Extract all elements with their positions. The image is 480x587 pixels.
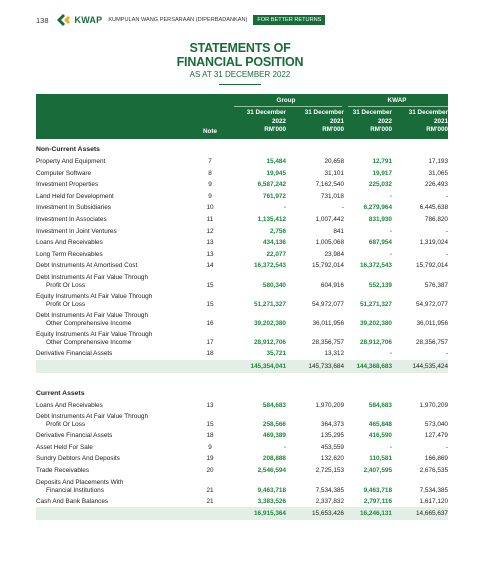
row-label: Property And Equipment bbox=[36, 158, 106, 165]
value-cell: 580,340 bbox=[262, 281, 286, 289]
value-cell: 31,065 bbox=[428, 169, 448, 177]
section-title: Non-Current Assets bbox=[36, 146, 100, 153]
value-cell: 20,658 bbox=[324, 158, 344, 165]
value-cell: - bbox=[283, 204, 286, 212]
row-label-continued: Other Comprehensive Income bbox=[46, 338, 132, 346]
col-header-year: 2022 bbox=[271, 117, 286, 125]
col-header-date: 31 December bbox=[304, 109, 344, 116]
row-note: 15 bbox=[206, 421, 214, 429]
value-cell: - bbox=[445, 349, 448, 357]
value-cell: 731,018 bbox=[320, 192, 344, 200]
table-row bbox=[36, 249, 448, 261]
value-cell: 416,590 bbox=[368, 432, 392, 440]
row-label: Asset Held For Sale bbox=[36, 443, 93, 451]
value-cell: 36,011,956 bbox=[416, 319, 448, 327]
section-heading-non-current bbox=[36, 143, 448, 156]
row-note: 19 bbox=[206, 455, 214, 463]
value-cell: 465,848 bbox=[368, 421, 392, 429]
row-label: Loans And Receivables bbox=[36, 401, 103, 409]
row-note: 15 bbox=[206, 300, 214, 308]
row-label-continued: Profit Or Loss bbox=[46, 281, 86, 289]
value-cell: 831,930 bbox=[368, 215, 392, 223]
row-label: Derivative Financial Assets bbox=[36, 349, 113, 357]
value-cell: 453,559 bbox=[320, 443, 344, 451]
value-cell: 135,295 bbox=[320, 432, 344, 440]
row-label: Equity Instruments At Fair Value Through bbox=[36, 330, 153, 338]
row-note: 17 bbox=[206, 338, 214, 346]
value-cell: 364,373 bbox=[320, 421, 344, 429]
value-cell: 28,912,706 bbox=[360, 338, 392, 346]
value-cell: 54,972,077 bbox=[416, 300, 448, 308]
value-cell: 1,007,442 bbox=[315, 215, 344, 223]
kwap-logo bbox=[57, 14, 103, 26]
total-value: 16,915,364 bbox=[254, 510, 286, 518]
table-row bbox=[36, 496, 448, 508]
row-label: Investment In Joint Ventures bbox=[36, 227, 117, 235]
row-label-continued: Financial Institutions bbox=[46, 486, 104, 494]
col-header-unit: RM'000 bbox=[264, 126, 286, 133]
value-cell: 36,011,956 bbox=[312, 319, 344, 327]
value-cell: 841 bbox=[333, 227, 344, 235]
total-row-current bbox=[36, 507, 448, 520]
title-rule bbox=[219, 84, 261, 85]
group-underline bbox=[234, 106, 342, 107]
value-cell: - bbox=[389, 349, 392, 357]
row-note: 20 bbox=[206, 466, 214, 474]
value-cell: 15,792,014 bbox=[312, 262, 344, 270]
row-note: 18 bbox=[206, 349, 214, 357]
value-cell: 15,792,014 bbox=[416, 262, 448, 270]
table-row bbox=[36, 156, 448, 168]
row-label: Deposits And Placements With bbox=[36, 478, 124, 486]
row-note: 15 bbox=[206, 281, 214, 289]
value-cell: 1,970,209 bbox=[419, 401, 448, 409]
row-label: Debt Instruments At Amortised Cost bbox=[36, 262, 138, 270]
row-label: Debt Instruments At Fair Value Through bbox=[36, 413, 149, 421]
value-cell: 552,139 bbox=[368, 281, 392, 289]
value-cell: 2,546,594 bbox=[257, 466, 286, 474]
value-cell: 2,676,535 bbox=[419, 466, 448, 474]
page-number: 138 bbox=[36, 15, 49, 25]
row-label: Equity Instruments At Fair Value Through bbox=[36, 292, 153, 300]
value-cell: 6,445,638 bbox=[419, 204, 448, 212]
value-cell: 1,617,120 bbox=[419, 497, 448, 505]
table-row bbox=[36, 168, 448, 180]
col-header-group-2022 bbox=[222, 109, 286, 135]
row-label: Investment In Associates bbox=[36, 215, 107, 223]
table-row bbox=[36, 453, 448, 465]
value-cell: 28,912,706 bbox=[254, 338, 286, 346]
row-label: Sundry Debtors And Deposits bbox=[36, 455, 120, 463]
row-note: 16 bbox=[206, 319, 214, 327]
value-cell: 761,972 bbox=[262, 192, 286, 200]
value-cell: 584,683 bbox=[368, 401, 392, 409]
value-cell: 13,312 bbox=[324, 349, 344, 357]
tagline: FOR BETTER RETURNS bbox=[253, 15, 325, 25]
row-label: Trade Receivables bbox=[36, 466, 90, 474]
value-cell: 9,463,718 bbox=[363, 486, 392, 494]
value-cell: - bbox=[389, 192, 392, 200]
title-line-1: STATEMENTS OF bbox=[189, 41, 291, 55]
col-header-year: 2022 bbox=[377, 117, 392, 125]
kwap-underline bbox=[348, 106, 448, 107]
statement-title bbox=[0, 41, 480, 85]
table-row bbox=[36, 411, 448, 430]
col-header-kwap-2021 bbox=[384, 109, 448, 135]
table-row bbox=[36, 442, 448, 454]
section-title: Current Assets bbox=[36, 389, 85, 397]
brand-name: KWAP bbox=[74, 15, 103, 25]
value-cell: 39,202,380 bbox=[360, 319, 392, 327]
value-cell: 19,917 bbox=[372, 169, 392, 177]
value-cell: 786,820 bbox=[424, 215, 448, 223]
col-header-unit: RM'000 bbox=[370, 126, 392, 133]
table-row bbox=[36, 348, 448, 360]
value-cell: 258,566 bbox=[262, 421, 286, 429]
row-note: 9 bbox=[208, 443, 212, 451]
row-label: Loans And Receivables bbox=[36, 239, 103, 247]
row-note: 13 bbox=[206, 401, 214, 409]
table-row bbox=[36, 179, 448, 191]
total-value: 14,665,637 bbox=[416, 510, 448, 518]
value-cell: 22,077 bbox=[266, 250, 286, 258]
value-cell: 110,581 bbox=[369, 455, 392, 463]
value-cell: 434,136 bbox=[262, 239, 286, 247]
row-label: Land Held for Development bbox=[36, 192, 114, 200]
row-label: Derivative Financial Assets bbox=[36, 432, 113, 440]
value-cell: 2,337,832 bbox=[315, 497, 344, 505]
value-cell: 576,387 bbox=[424, 281, 448, 289]
table-row bbox=[36, 291, 448, 310]
value-cell: 1,970,209 bbox=[315, 401, 344, 409]
value-cell: - bbox=[445, 443, 448, 451]
col-header-unit: RM'000 bbox=[426, 126, 448, 133]
table-row bbox=[36, 226, 448, 238]
value-cell: 225,032 bbox=[368, 181, 392, 189]
row-note: 13 bbox=[206, 239, 214, 247]
value-cell: 127,479 bbox=[424, 432, 448, 440]
value-cell: 2,797,116 bbox=[363, 497, 392, 505]
total-value: 15,653,426 bbox=[312, 510, 344, 518]
value-cell: 51,271,327 bbox=[254, 300, 286, 308]
value-cell: 7,534,385 bbox=[419, 486, 448, 494]
row-note: 7 bbox=[208, 158, 212, 165]
row-note: 9 bbox=[208, 192, 212, 200]
value-cell: - bbox=[445, 250, 448, 258]
value-cell: 15,484 bbox=[266, 158, 286, 165]
value-cell: - bbox=[389, 443, 392, 451]
row-note: 9 bbox=[208, 181, 212, 189]
row-label-continued: Profit Or Loss bbox=[46, 421, 86, 429]
row-label: Investment In Subsidiaries bbox=[36, 204, 111, 212]
organization-name: KUMPULAN WANG PERSARAAN (DIPERBADANKAN) bbox=[108, 17, 248, 23]
value-cell: 1,135,412 bbox=[257, 215, 286, 223]
table-row bbox=[36, 272, 448, 291]
section-heading-current bbox=[36, 387, 448, 400]
value-cell: - bbox=[389, 250, 392, 258]
kwap-logo-icon bbox=[57, 14, 73, 26]
value-cell: 2,407,595 bbox=[363, 466, 392, 474]
value-cell: 23,984 bbox=[324, 250, 344, 258]
row-note: 8 bbox=[208, 169, 212, 177]
value-cell: 208,888 bbox=[262, 455, 286, 463]
title-subtitle: AS AT 31 DECEMBER 2022 bbox=[189, 70, 291, 79]
total-value: 16,246,131 bbox=[360, 510, 392, 518]
group-label: Group bbox=[276, 97, 296, 104]
table-row bbox=[36, 329, 448, 348]
value-cell: 12,791 bbox=[372, 158, 392, 165]
row-note: 13 bbox=[206, 250, 214, 258]
kwap-label: KWAP bbox=[387, 97, 407, 104]
value-cell: 584,683 bbox=[262, 401, 286, 409]
value-cell: 469,389 bbox=[262, 432, 286, 440]
title-line-2: FINANCIAL POSITION bbox=[176, 55, 304, 69]
value-cell: 132,620 bbox=[320, 455, 344, 463]
value-cell: - bbox=[445, 227, 448, 235]
total-value: 144,535,424 bbox=[412, 362, 448, 370]
value-cell: 17,193 bbox=[428, 158, 448, 165]
value-cell: 16,372,543 bbox=[360, 262, 392, 270]
row-label: Computer Software bbox=[36, 169, 92, 177]
value-cell: 166,869 bbox=[424, 455, 448, 463]
col-header-kwap-2022 bbox=[328, 109, 392, 135]
table-row bbox=[36, 430, 448, 442]
table-row bbox=[36, 400, 448, 412]
value-cell: 54,972,077 bbox=[312, 300, 344, 308]
row-label-continued: Profit Or Loss bbox=[46, 300, 86, 308]
col-header-date: 31 December bbox=[352, 109, 392, 116]
value-cell: 2,756 bbox=[270, 227, 286, 235]
value-cell: 51,271,327 bbox=[360, 300, 392, 308]
value-cell: 7,162,540 bbox=[315, 181, 344, 189]
row-label: Cash And Bank Balances bbox=[36, 497, 109, 505]
note-header: Note bbox=[203, 128, 217, 135]
financial-position-table bbox=[36, 94, 448, 520]
col-header-date: 31 December bbox=[408, 109, 448, 116]
row-label: Long Term Receivables bbox=[36, 250, 103, 258]
row-note: 21 bbox=[206, 486, 214, 494]
value-cell: 604,916 bbox=[320, 281, 344, 289]
row-note: 12 bbox=[206, 227, 214, 235]
total-value: 145,733,684 bbox=[308, 362, 344, 370]
value-cell: 1,005,068 bbox=[315, 239, 344, 247]
value-cell: - bbox=[389, 227, 392, 235]
value-cell: 6,587,242 bbox=[257, 181, 286, 189]
value-cell: 226,493 bbox=[424, 181, 448, 189]
row-note: 21 bbox=[206, 497, 214, 505]
value-cell: 2,725,153 bbox=[315, 466, 344, 474]
col-header-date: 31 December bbox=[246, 109, 286, 116]
col-header-year: 2021 bbox=[433, 117, 448, 125]
row-label-continued: Other Comprehensive Income bbox=[46, 319, 132, 327]
col-header-unit: RM'000 bbox=[322, 126, 344, 133]
table-row bbox=[36, 237, 448, 249]
row-note: 10 bbox=[206, 204, 214, 212]
row-note: 14 bbox=[206, 262, 214, 270]
total-row-non-current bbox=[36, 360, 448, 373]
table-row bbox=[36, 477, 448, 496]
value-cell: 31,101 bbox=[324, 169, 344, 177]
row-label: Debt Instruments At Fair Value Through bbox=[36, 273, 149, 281]
page-header bbox=[36, 11, 325, 29]
value-cell: - bbox=[341, 204, 344, 212]
value-cell: 28,356,757 bbox=[312, 338, 344, 346]
value-cell: 573,040 bbox=[424, 421, 448, 429]
row-note: 18 bbox=[206, 432, 214, 440]
total-value: 145,354,041 bbox=[250, 362, 286, 370]
table-row bbox=[36, 310, 448, 329]
value-cell: - bbox=[283, 443, 286, 451]
value-cell: - bbox=[445, 192, 448, 200]
value-cell: 687,954 bbox=[368, 239, 392, 247]
value-cell: 7,534,385 bbox=[315, 486, 344, 494]
value-cell: 16,372,543 bbox=[254, 262, 286, 270]
col-header-year: 2021 bbox=[329, 117, 344, 125]
total-value: 144,368,683 bbox=[356, 362, 392, 370]
value-cell: 9,463,718 bbox=[257, 486, 286, 494]
value-cell: 19,945 bbox=[266, 169, 286, 177]
row-note: 11 bbox=[206, 215, 214, 223]
table-row bbox=[36, 465, 448, 477]
value-cell: 1,319,024 bbox=[419, 239, 448, 247]
row-label: Investment Properties bbox=[36, 181, 99, 189]
value-cell: 35,721 bbox=[266, 349, 286, 357]
table-row bbox=[36, 214, 448, 226]
value-cell: 28,356,757 bbox=[416, 338, 448, 346]
table-row bbox=[36, 191, 448, 203]
table-row bbox=[36, 260, 448, 272]
row-label: Debt Instruments At Fair Value Through bbox=[36, 311, 149, 319]
value-cell: 3,383,526 bbox=[257, 497, 286, 505]
table-row bbox=[36, 202, 448, 214]
value-cell: 39,202,380 bbox=[254, 319, 286, 327]
value-cell: 6,279,964 bbox=[363, 204, 392, 212]
table-header-band bbox=[36, 94, 448, 139]
